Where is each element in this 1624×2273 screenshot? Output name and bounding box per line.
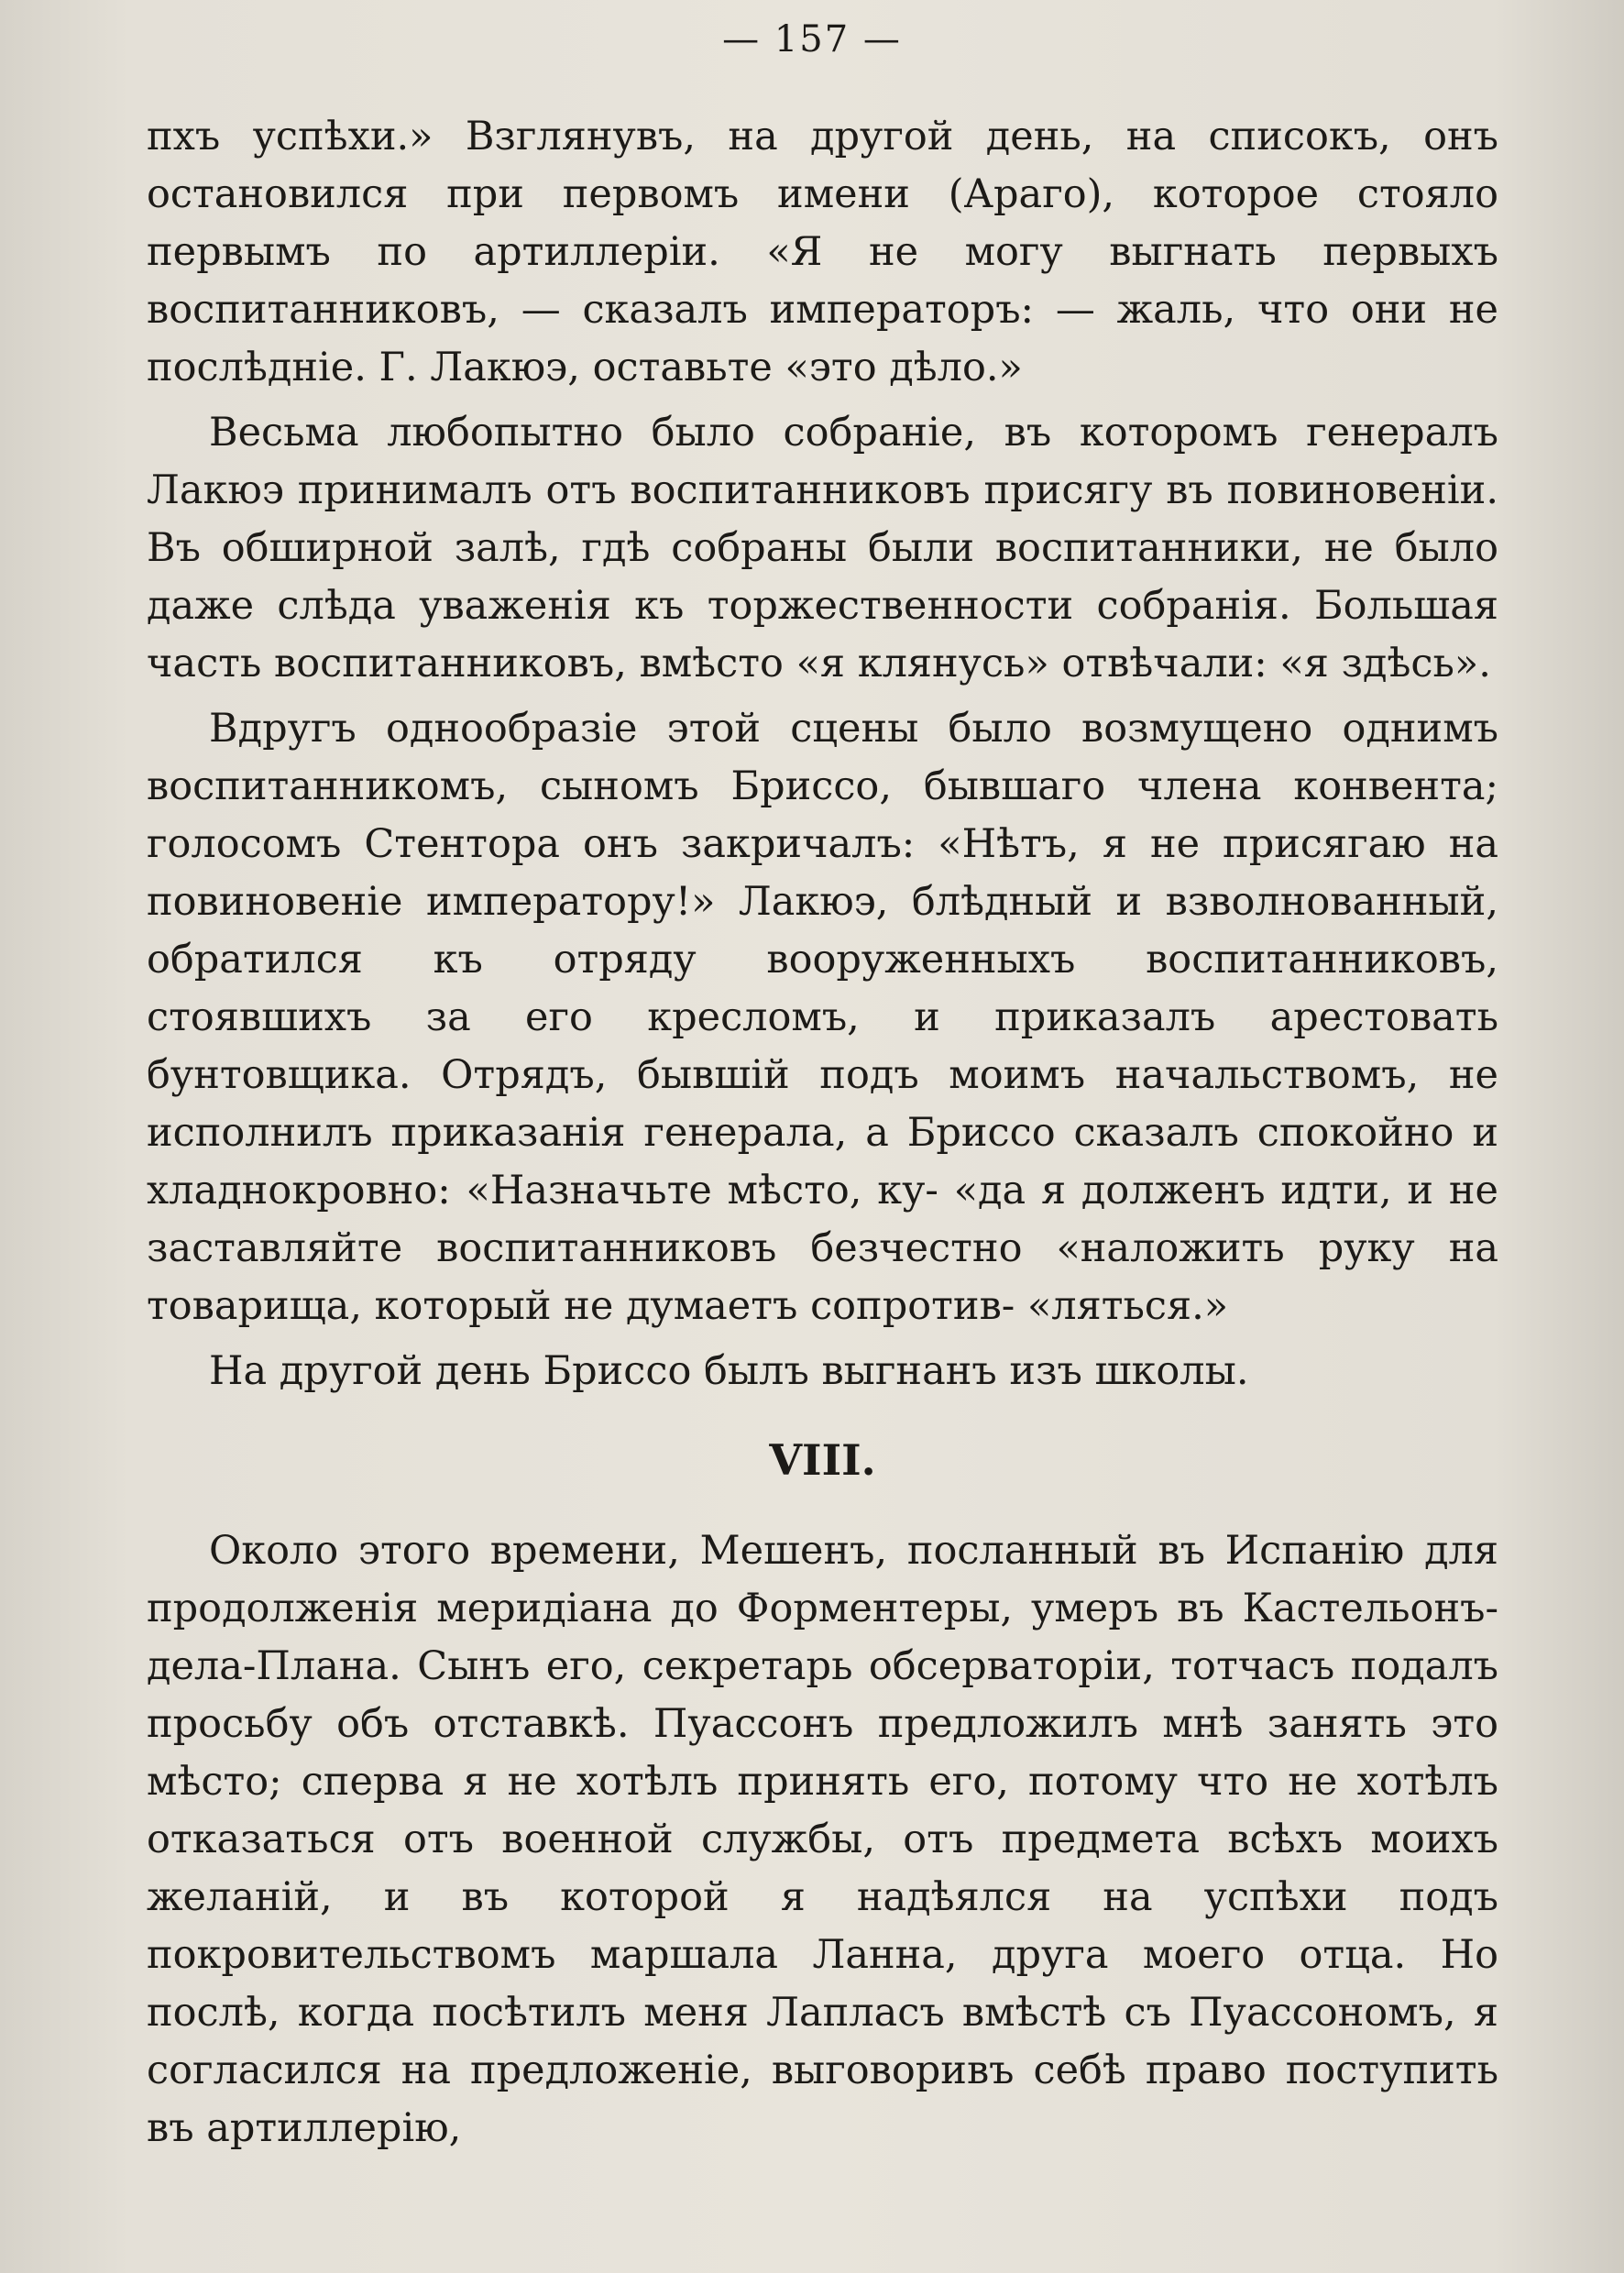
paragraph: Вдругъ однообразіе этой сцены было возмущено однимъ воспитанникомъ, сыномъ Бриссо, бывшаго члена конвента; голосомъ Стентора онъ закричалъ: «Нѣтъ, я не присягаю на повиновеніе императору!» Лакюэ, блѣдный и взволнованный, обратился къ отряду вооруженныхъ воспитанниковъ, стоявшихъ за его кресломъ, и приказалъ арестовать бунтовщика. Отрядъ, бывшій подъ моимъ начальствомъ, не исполнилъ приказанія генерала, а Бриссо сказалъ спокойно и хладнокровно: «Назначьте мѣсто, ку- «да я долженъ идти, и не заставляйте воспитанниковъ безчестно «наложить руку на товарища, который не думаетъ сопротив- «ляться.» [147, 706, 1498, 1329]
page-number: — 157 — [722, 18, 902, 60]
paragraph: На другой день Бриссо былъ выгнанъ изъ школы. [209, 1348, 1249, 1394]
paragraph: пхъ успѣхи.» Взглянувъ, на другой день, на списокъ, онъ остановился при первомъ имени (Араго), которое стояло первымъ по артиллеріи. «Я не могу выгнать первыхъ воспитанниковъ, — сказалъ императоръ: — жаль, что они не послѣдніе. Г. Лакюэ, оставьте «это дѣло.» [147, 114, 1498, 390]
paragraph: Весьма любопытно было собраніе, въ которомъ генералъ Лакюэ принималъ отъ воспитанниковъ присягу въ повиновеніи. Въ обширной залѣ, гдѣ собраны были воспитанники, не было даже слѣда уваженія къ торжественности собранія. Большая часть воспитанниковъ, вмѣсто «я клянусь» отвѣчали: «я здѣсь». [147, 410, 1498, 686]
section-heading: VIII. [769, 1435, 876, 1485]
text-column [147, 108, 1498, 2165]
paragraph: Около этого времени, Мешенъ, посланный въ Испанію для продолженія меридіана до Форментеры, умеръ въ Кастельонъ-дела-Плана. Сынъ его, секретарь обсерваторіи, тотчасъ подалъ просьбу объ отставкѣ. Пуассонъ предложилъ мнѣ занять это мѣсто; сперва я не хотѣлъ принять его, потому что не хотѣлъ отказаться отъ военной службы, отъ предмета всѣхъ моихъ желаній, и въ которой я надѣялся на успѣхи подъ покровительствомъ маршала Ланна, друга моего отца. Но послѣ, когда посѣтилъ меня Лапласъ вмѣстѣ съ Пуассономъ, я согласился на предложеніе, выговоривъ себѣ право поступить въ артиллерію, [147, 1528, 1498, 2151]
